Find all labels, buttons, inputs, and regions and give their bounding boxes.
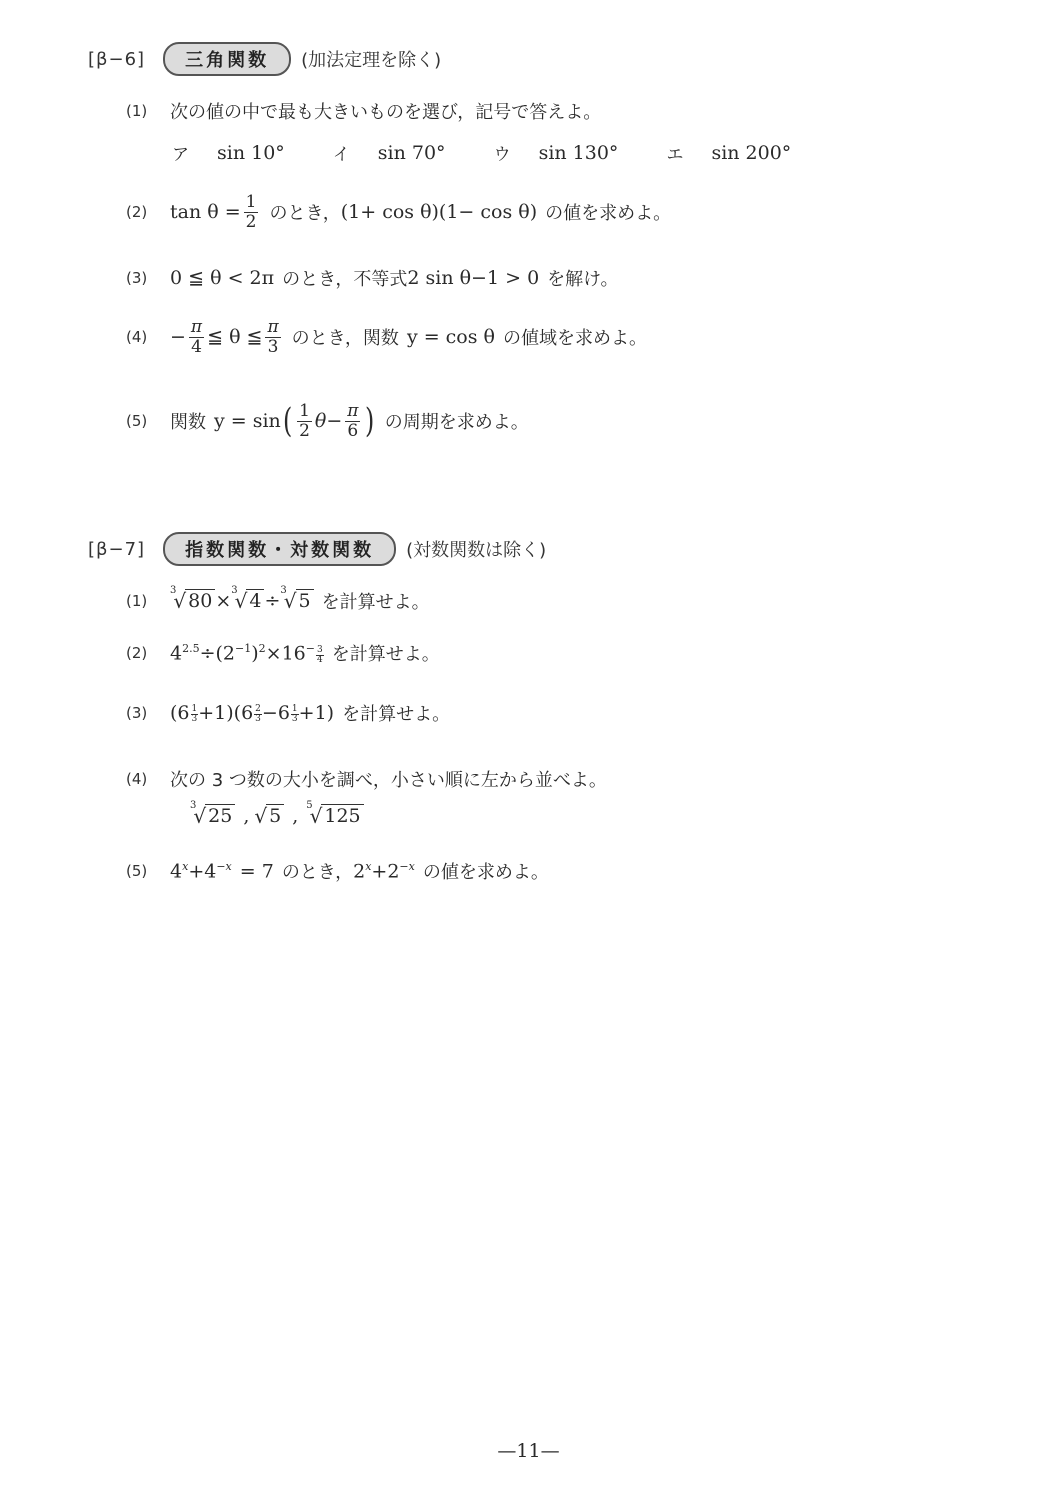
fraction-numerator: π	[267, 317, 279, 337]
question-number: (5)	[126, 862, 148, 880]
expr-part: +1)	[298, 701, 335, 724]
math-expression	[353, 860, 415, 882]
separator: ,	[292, 805, 299, 827]
fraction-exponent	[254, 705, 262, 724]
question-number: (5)	[126, 412, 148, 431]
exponent: x	[365, 859, 372, 873]
question-text: の周期を求めよ。	[384, 412, 529, 434]
root-value: 3 √ 25	[190, 804, 235, 828]
fraction-denominator: 3	[255, 714, 261, 725]
exponent: −x	[216, 859, 232, 873]
root-value: 5 √ 125	[306, 804, 363, 828]
exponent: −1	[235, 641, 252, 655]
radicand: 5	[296, 589, 314, 612]
math-operator: ÷(2	[199, 641, 236, 664]
separator: ,	[243, 805, 250, 827]
radicand: 5	[266, 804, 284, 827]
math-expression: y = sin	[214, 410, 281, 433]
root-index: 5	[306, 800, 313, 811]
math-expression: y = cos θ	[406, 326, 495, 349]
fraction-denominator: 2	[245, 211, 257, 232]
root-index: 3	[280, 585, 287, 596]
question-2	[126, 193, 671, 231]
section-note: (対数関数は除く)	[406, 540, 547, 561]
radicand: 125	[321, 804, 363, 827]
option-label: エ	[666, 145, 684, 165]
question-text: のとき，	[269, 203, 341, 225]
math-expression: ≦ θ ≦	[207, 326, 263, 349]
fraction	[244, 193, 259, 231]
question-text: を計算せよ。	[331, 644, 440, 665]
fraction-exponent	[291, 705, 299, 724]
math-expression: 2 sin θ−1 > 0	[407, 267, 540, 289]
question-number: (1)	[126, 102, 148, 120]
math-operator: ×16	[265, 641, 306, 664]
radicand: 4	[246, 589, 264, 612]
fraction-denominator: 4	[191, 336, 202, 357]
exponent-sign: −	[305, 641, 315, 655]
math-expression	[170, 702, 334, 725]
fraction	[345, 402, 360, 440]
root-index: 3	[170, 585, 177, 596]
fraction-numerator: π	[347, 401, 359, 421]
fraction-exponent	[316, 646, 324, 665]
question-3	[126, 700, 450, 726]
math-expression	[170, 642, 324, 665]
section-title: 指数関数・対数関数	[163, 532, 396, 566]
math-operator: +4	[188, 860, 217, 883]
fraction-denominator: 3	[191, 714, 198, 725]
question-text: の値を求めよ。	[545, 203, 672, 225]
section-id: [β−7]	[88, 538, 146, 560]
question-text: 関数	[170, 412, 206, 434]
expr-part: −6	[261, 701, 290, 724]
fraction	[297, 402, 312, 440]
option-value: sin 130°	[538, 141, 619, 164]
option-value: sin 10°	[217, 141, 285, 164]
right-paren: )	[365, 401, 375, 442]
exponent: 2.5	[182, 641, 200, 655]
math-expression: 0 ≦ θ < 2π	[170, 267, 275, 289]
paren: )	[251, 641, 259, 664]
base: 4	[170, 641, 183, 664]
question-5	[126, 402, 529, 440]
exponent: −x	[399, 859, 415, 873]
fraction	[265, 318, 280, 356]
question-text: の値を求めよ。	[422, 862, 549, 883]
question-2	[126, 640, 440, 666]
question-1	[126, 585, 430, 614]
exponent	[306, 642, 315, 655]
question-5	[126, 858, 549, 884]
question-text: のとき，	[281, 862, 354, 883]
section-header-b6	[88, 42, 441, 76]
fraction-numerator: 2	[255, 704, 261, 715]
question-number: (4)	[126, 328, 148, 347]
math-operator: = 7	[239, 860, 274, 883]
page-number: —11—	[497, 1440, 560, 1462]
question-text: を解け。	[547, 269, 619, 290]
cube-root: 3 √ 80	[170, 589, 215, 613]
option-label: イ	[332, 145, 350, 165]
fraction-numerator: 1	[245, 192, 257, 212]
question-number: (4)	[126, 770, 148, 788]
math-sign: −	[170, 326, 186, 349]
section-header-b7	[88, 532, 546, 566]
question-text: 次の値の中で最も大きいものを選び，記号で答えよ。	[170, 102, 602, 123]
question-3	[126, 265, 618, 291]
math-operator: ÷	[264, 590, 281, 612]
question-text: の値域を求めよ。	[502, 328, 647, 350]
radicand: 25	[205, 804, 235, 827]
fraction-numerator: 1	[291, 704, 298, 715]
left-paren: (	[282, 401, 293, 442]
question-number: (2)	[126, 203, 148, 222]
base: 4	[170, 860, 183, 883]
question-number: (3)	[126, 269, 148, 287]
math-expression	[170, 860, 274, 882]
root-value: √ 5	[257, 804, 284, 828]
question-number: (3)	[126, 704, 148, 722]
question-text: を計算せよ。	[321, 592, 430, 613]
option-label: ア	[172, 145, 189, 165]
option-value: sin 70°	[377, 141, 446, 164]
math-operator: ×	[215, 590, 232, 612]
question-1	[126, 98, 601, 124]
base: 2	[353, 860, 366, 883]
question-4	[126, 766, 607, 792]
question-text: のとき，関数	[291, 328, 399, 350]
option-label: ウ	[493, 145, 511, 165]
question-number: (1)	[126, 592, 148, 610]
exponent: x	[182, 859, 189, 873]
math-expression: tan θ =	[170, 201, 241, 224]
fraction-numerator: 1	[191, 704, 198, 715]
option-value: sin 200°	[711, 141, 792, 164]
section-id: [β−6]	[88, 48, 146, 70]
question-text: 次の 3 つ数の大小を調べ，小さい順に左から並べよ。	[170, 770, 607, 791]
fraction-denominator: 4	[316, 654, 323, 665]
fraction-numerator: 3	[316, 644, 323, 655]
section-title: 三角関数	[163, 42, 291, 76]
math-expression: θ−	[314, 410, 343, 433]
fraction-denominator: 2	[299, 420, 310, 441]
radicand: 80	[185, 589, 215, 612]
fraction-numerator: π	[190, 317, 203, 337]
root-index: 3	[231, 585, 238, 596]
question-text: を計算せよ。	[342, 704, 451, 725]
fraction-denominator: 3	[291, 714, 298, 725]
cube-root: 3 √ 5	[280, 589, 313, 613]
math-expression: (1+ cos θ)(1− cos θ)	[340, 201, 538, 224]
fraction-denominator: 3	[267, 336, 279, 357]
math-operator: +2	[371, 860, 400, 883]
expr-part: +1)(6	[198, 701, 254, 724]
question-4	[126, 318, 647, 356]
question-text: のとき，不等式	[282, 269, 408, 290]
cube-root: 3 √ 4	[231, 589, 264, 613]
section-note: (加法定理を除く)	[301, 50, 442, 71]
expr-part: (6	[170, 701, 190, 724]
exponent: 2	[258, 641, 266, 655]
fraction	[189, 318, 204, 356]
values-row	[190, 800, 364, 828]
fraction-denominator: 6	[347, 420, 359, 441]
options-row	[172, 140, 791, 165]
root-index: 3	[190, 800, 197, 811]
question-number: (2)	[126, 644, 148, 662]
fraction-numerator: 1	[299, 401, 310, 421]
